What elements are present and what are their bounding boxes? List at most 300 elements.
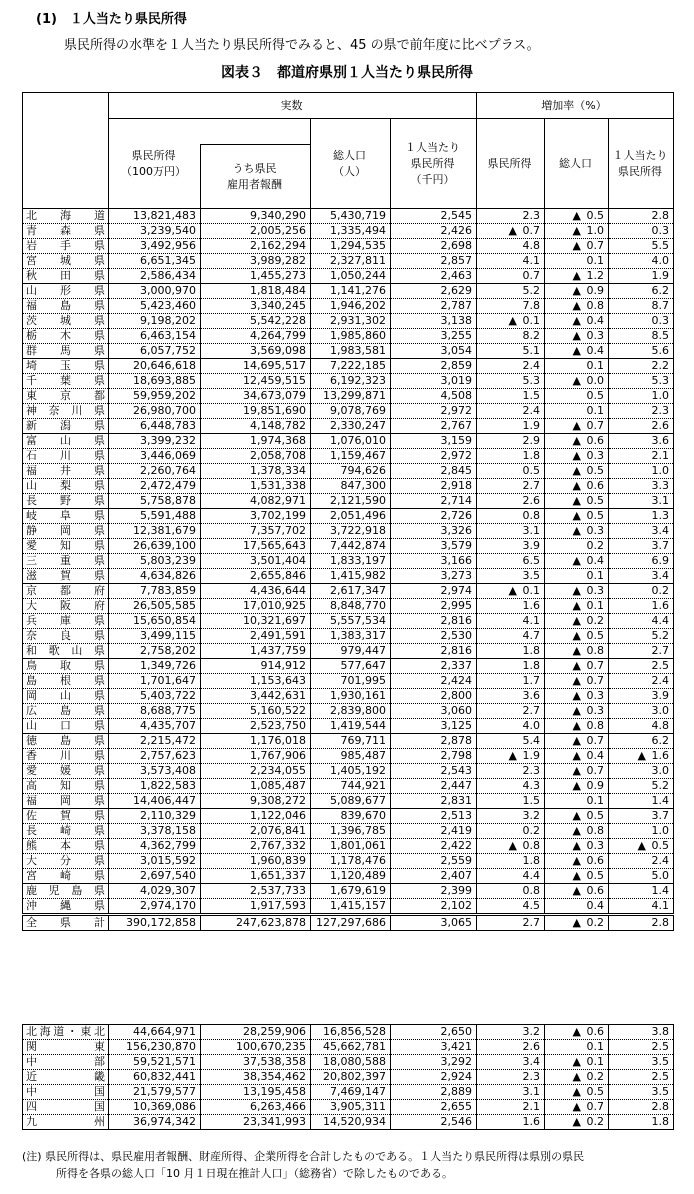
cell-employee-comp: 6,263,466 xyxy=(201,1100,311,1115)
cell-growth-population: ▲ 0.8 xyxy=(545,719,609,734)
cell-per-capita: 3,060 xyxy=(391,704,477,719)
cell-growth-per-capita: 3.3 xyxy=(609,479,674,494)
cell-growth-population: 0.1 xyxy=(545,359,609,374)
cell-employee-comp: 2,655,846 xyxy=(201,569,311,584)
cell-growth-population: ▲ 0.3 xyxy=(545,329,609,344)
cell-growth-income: 0.7 xyxy=(477,269,545,284)
cell-population: 701,995 xyxy=(311,674,391,689)
cell-employee-comp: 2,162,294 xyxy=(201,239,311,254)
row-name: 沖縄県 xyxy=(23,899,109,915)
cell-employee-comp: 1,455,273 xyxy=(201,269,311,284)
cell-income: 390,172,858 xyxy=(109,915,201,931)
cell-growth-per-capita: 1.6 xyxy=(609,599,674,614)
negative-sign-icon: ▲ xyxy=(572,224,581,237)
cell-population: 7,469,147 xyxy=(311,1085,391,1100)
row-name: 近畿 xyxy=(23,1070,109,1085)
cell-growth-income: 4.5 xyxy=(477,899,545,915)
row-name: 大阪府 xyxy=(23,599,109,614)
row-name: 山梨県 xyxy=(23,479,109,494)
cell-growth-per-capita: 1.8 xyxy=(609,1115,674,1130)
cell-growth-per-capita: 4.1 xyxy=(609,899,674,915)
cell-population: 13,299,871 xyxy=(311,389,391,404)
negative-sign-icon: ▲ xyxy=(572,299,581,312)
cell-growth-population: ▲ 0.5 xyxy=(545,464,609,479)
cell-per-capita: 2,974 xyxy=(391,584,477,599)
row-name: 北海道・東北 xyxy=(23,1025,109,1040)
cell-per-capita: 3,255 xyxy=(391,329,477,344)
cell-per-capita: 2,726 xyxy=(391,509,477,524)
cell-population: 1,294,535 xyxy=(311,239,391,254)
cell-employee-comp: 3,442,631 xyxy=(201,689,311,704)
cell-growth-per-capita: 2.3 xyxy=(609,404,674,419)
cell-growth-population: 0.4 xyxy=(545,899,609,915)
cell-employee-comp: 1,176,018 xyxy=(201,734,311,749)
cell-growth-per-capita: 2.5 xyxy=(609,1040,674,1055)
negative-sign-icon: ▲ xyxy=(572,1115,581,1128)
cell-growth-income: 3.5 xyxy=(477,569,545,584)
cell-per-capita: 3,292 xyxy=(391,1055,477,1070)
cell-growth-per-capita: 3.0 xyxy=(609,764,674,779)
cell-growth-population: ▲ 0.5 xyxy=(545,809,609,824)
cell-population: 1,120,489 xyxy=(311,869,391,884)
cell-population: 6,192,323 xyxy=(311,374,391,389)
row-name: 中国 xyxy=(23,1085,109,1100)
table-row xyxy=(23,224,674,239)
cell-income: 36,974,342 xyxy=(109,1115,201,1130)
table-row xyxy=(23,404,674,419)
table-row xyxy=(23,1100,674,1115)
cell-growth-income: ▲ 0.1 xyxy=(477,584,545,599)
cell-per-capita: 2,424 xyxy=(391,674,477,689)
cell-income: 2,110,329 xyxy=(109,809,201,824)
cell-growth-income: 2.7 xyxy=(477,479,545,494)
cell-per-capita: 3,019 xyxy=(391,374,477,389)
cell-income: 156,230,870 xyxy=(109,1040,201,1055)
cell-population: 14,520,934 xyxy=(311,1115,391,1130)
cell-per-capita: 2,859 xyxy=(391,359,477,374)
cell-population: 577,647 xyxy=(311,659,391,674)
header-prefectural-income: 県民所得 （100万円） xyxy=(109,119,201,209)
row-name: 新潟県 xyxy=(23,419,109,434)
cell-growth-population: ▲ 0.6 xyxy=(545,884,609,899)
cell-employee-comp: 17,565,643 xyxy=(201,539,311,554)
row-name: 兵庫県 xyxy=(23,614,109,629)
table-row xyxy=(23,569,674,584)
cell-growth-income: 3.2 xyxy=(477,1025,545,1040)
cell-population: 7,222,185 xyxy=(311,359,391,374)
cell-growth-per-capita: 4.8 xyxy=(609,719,674,734)
cell-growth-income: 4.4 xyxy=(477,869,545,884)
table-row xyxy=(23,659,674,674)
cell-per-capita: 4,508 xyxy=(391,389,477,404)
cell-income: 5,403,722 xyxy=(109,689,201,704)
cell-employee-comp: 1,960,839 xyxy=(201,854,311,869)
cell-income: 3,499,115 xyxy=(109,629,201,644)
cell-per-capita: 3,273 xyxy=(391,569,477,584)
cell-income: 3,399,232 xyxy=(109,434,201,449)
negative-sign-icon: ▲ xyxy=(572,464,581,477)
cell-employee-comp: 10,321,697 xyxy=(201,614,311,629)
cell-population: 2,931,302 xyxy=(311,314,391,329)
cell-growth-income: 7.8 xyxy=(477,299,545,314)
row-name: 山口県 xyxy=(23,719,109,734)
negative-sign-icon: ▲ xyxy=(572,749,581,762)
cell-per-capita: 2,419 xyxy=(391,824,477,839)
cell-employee-comp: 1,153,643 xyxy=(201,674,311,689)
cell-growth-per-capita: 1.3 xyxy=(609,509,674,524)
negative-sign-icon: ▲ xyxy=(572,779,581,792)
cell-growth-per-capita: 5.2 xyxy=(609,629,674,644)
cell-population: 1,419,544 xyxy=(311,719,391,734)
negative-sign-icon: ▲ xyxy=(572,1025,581,1038)
cell-income: 3,446,069 xyxy=(109,449,201,464)
cell-employee-comp: 3,989,282 xyxy=(201,254,311,269)
cell-growth-per-capita: 8.5 xyxy=(609,329,674,344)
row-name: 徳島県 xyxy=(23,734,109,749)
cell-growth-per-capita: 0.2 xyxy=(609,584,674,599)
cell-employee-comp: 5,542,228 xyxy=(201,314,311,329)
table-row xyxy=(23,419,674,434)
header-population: 総人口 （人） xyxy=(311,119,391,209)
cell-population: 1,415,157 xyxy=(311,899,391,915)
cell-growth-population: ▲ 0.7 xyxy=(545,764,609,779)
cell-per-capita: 2,447 xyxy=(391,779,477,794)
cell-per-capita: 2,787 xyxy=(391,299,477,314)
row-name: 京都府 xyxy=(23,584,109,599)
cell-population: 9,078,769 xyxy=(311,404,391,419)
cell-growth-per-capita: 2.8 xyxy=(609,1100,674,1115)
cell-per-capita: 2,545 xyxy=(391,209,477,224)
cell-income: 2,758,202 xyxy=(109,644,201,659)
negative-sign-icon: ▲ xyxy=(572,854,581,867)
negative-sign-icon: ▲ xyxy=(572,674,581,687)
row-name: 熊本県 xyxy=(23,839,109,854)
cell-growth-income: 2.7 xyxy=(477,704,545,719)
cell-growth-population: ▲ 0.0 xyxy=(545,374,609,389)
cell-growth-population: ▲ 0.3 xyxy=(545,584,609,599)
cell-growth-per-capita: 3.5 xyxy=(609,1085,674,1100)
cell-growth-population: ▲ 0.6 xyxy=(545,479,609,494)
cell-per-capita: 2,513 xyxy=(391,809,477,824)
cell-employee-comp: 1,085,487 xyxy=(201,779,311,794)
cell-growth-population: ▲ 0.7 xyxy=(545,659,609,674)
cell-growth-income: 3.6 xyxy=(477,689,545,704)
cell-growth-population: ▲ 0.9 xyxy=(545,284,609,299)
cell-employee-comp: 4,264,799 xyxy=(201,329,311,344)
cell-population: 839,670 xyxy=(311,809,391,824)
cell-employee-comp: 1,818,484 xyxy=(201,284,311,299)
cell-income: 2,757,623 xyxy=(109,749,201,764)
cell-growth-income: 1.8 xyxy=(477,854,545,869)
header-growth-population: 総人口 xyxy=(545,119,609,209)
cell-population: 3,905,311 xyxy=(311,1100,391,1115)
cell-employee-comp: 1,531,338 xyxy=(201,479,311,494)
cell-growth-population: ▲ 0.4 xyxy=(545,314,609,329)
cell-growth-income: 0.2 xyxy=(477,824,545,839)
cell-income: 1,349,726 xyxy=(109,659,201,674)
negative-sign-icon: ▲ xyxy=(572,734,581,747)
cell-growth-population: ▲ 0.6 xyxy=(545,854,609,869)
cell-growth-income: 5.1 xyxy=(477,344,545,359)
cell-growth-per-capita: 3.7 xyxy=(609,539,674,554)
table-row xyxy=(23,629,674,644)
cell-population: 794,626 xyxy=(311,464,391,479)
cell-employee-comp: 19,851,690 xyxy=(201,404,311,419)
negative-sign-icon: ▲ xyxy=(572,809,581,822)
cell-income: 3,000,970 xyxy=(109,284,201,299)
cell-growth-population: ▲ 0.4 xyxy=(545,344,609,359)
negative-sign-icon: ▲ xyxy=(572,434,581,447)
cell-employee-comp: 4,082,971 xyxy=(201,494,311,509)
cell-income: 20,646,618 xyxy=(109,359,201,374)
cell-growth-per-capita: 3.4 xyxy=(609,524,674,539)
row-name: 高知県 xyxy=(23,779,109,794)
cell-growth-income: 4.8 xyxy=(477,239,545,254)
cell-employee-comp: 17,010,925 xyxy=(201,599,311,614)
cell-employee-comp: 1,122,046 xyxy=(201,809,311,824)
table-row xyxy=(23,614,674,629)
cell-growth-population: ▲ 0.8 xyxy=(545,299,609,314)
cell-population: 5,089,677 xyxy=(311,794,391,809)
cell-per-capita: 3,054 xyxy=(391,344,477,359)
cell-growth-population: 0.1 xyxy=(545,1040,609,1055)
negative-sign-icon: ▲ xyxy=(508,584,517,597)
cell-per-capita: 2,463 xyxy=(391,269,477,284)
negative-sign-icon: ▲ xyxy=(572,869,581,882)
cell-population: 2,839,800 xyxy=(311,704,391,719)
cell-growth-income: 1.8 xyxy=(477,659,545,674)
cell-per-capita: 2,543 xyxy=(391,764,477,779)
cell-employee-comp: 4,148,782 xyxy=(201,419,311,434)
table-row xyxy=(23,704,674,719)
table-row xyxy=(23,314,674,329)
table-row xyxy=(23,554,674,569)
row-name: 長野県 xyxy=(23,494,109,509)
cell-income: 8,688,775 xyxy=(109,704,201,719)
negative-sign-icon: ▲ xyxy=(572,239,581,252)
cell-population: 2,617,347 xyxy=(311,584,391,599)
cell-employee-comp: 12,459,515 xyxy=(201,374,311,389)
cell-income: 14,406,447 xyxy=(109,794,201,809)
cell-income: 59,521,571 xyxy=(109,1055,201,1070)
cell-income: 6,463,154 xyxy=(109,329,201,344)
cell-growth-population: 0.5 xyxy=(545,389,609,404)
negative-sign-icon: ▲ xyxy=(572,329,581,342)
cell-growth-per-capita: 4.0 xyxy=(609,254,674,269)
table-row xyxy=(23,599,674,614)
cell-employee-comp: 34,673,079 xyxy=(201,389,311,404)
cell-population: 1,178,476 xyxy=(311,854,391,869)
cell-income: 6,057,752 xyxy=(109,344,201,359)
cell-growth-population: ▲ 0.5 xyxy=(545,629,609,644)
table-row xyxy=(23,749,674,764)
cell-per-capita: 2,629 xyxy=(391,284,477,299)
cell-growth-income: 4.3 xyxy=(477,779,545,794)
cell-growth-population: ▲ 0.6 xyxy=(545,1025,609,1040)
row-name: 愛媛県 xyxy=(23,764,109,779)
cell-population: 1,801,061 xyxy=(311,839,391,854)
row-name: 富山県 xyxy=(23,434,109,449)
cell-growth-population: ▲ 0.3 xyxy=(545,704,609,719)
cell-population: 127,297,686 xyxy=(311,915,391,931)
cell-growth-income: 2.6 xyxy=(477,494,545,509)
cell-income: 60,832,441 xyxy=(109,1070,201,1085)
cell-growth-per-capita: 3.7 xyxy=(609,809,674,824)
cell-growth-per-capita: 5.5 xyxy=(609,239,674,254)
cell-employee-comp: 4,436,644 xyxy=(201,584,311,599)
cell-population: 7,442,874 xyxy=(311,539,391,554)
cell-growth-per-capita: 2.5 xyxy=(609,659,674,674)
row-name: 鳥取県 xyxy=(23,659,109,674)
cell-growth-income: 2.3 xyxy=(477,764,545,779)
cell-population: 2,330,247 xyxy=(311,419,391,434)
table-row xyxy=(23,479,674,494)
cell-per-capita: 2,559 xyxy=(391,854,477,869)
header-actual: 実数 xyxy=(109,93,477,119)
cell-per-capita: 2,698 xyxy=(391,239,477,254)
cell-growth-per-capita: 2.8 xyxy=(609,209,674,224)
cell-population: 20,802,397 xyxy=(311,1070,391,1085)
cell-growth-per-capita: 6.2 xyxy=(609,734,674,749)
negative-sign-icon: ▲ xyxy=(572,614,581,627)
cell-per-capita: 3,326 xyxy=(391,524,477,539)
cell-growth-per-capita: 3.5 xyxy=(609,1055,674,1070)
cell-growth-per-capita: ▲ 0.5 xyxy=(609,839,674,854)
cell-employee-comp: 14,695,517 xyxy=(201,359,311,374)
cell-growth-per-capita: 2.6 xyxy=(609,419,674,434)
cell-employee-comp: 9,308,272 xyxy=(201,794,311,809)
table-row xyxy=(23,374,674,389)
cell-growth-income: 5.3 xyxy=(477,374,545,389)
header-growth-per-capita: １人当たり 県民所得 xyxy=(609,119,674,209)
cell-income: 2,215,472 xyxy=(109,734,201,749)
cell-per-capita: 2,399 xyxy=(391,884,477,899)
row-name: 岐阜県 xyxy=(23,509,109,524)
table-row xyxy=(23,689,674,704)
cell-population: 8,848,770 xyxy=(311,599,391,614)
header-employee-compensation: うち県民 雇用者報酬 xyxy=(201,145,311,209)
cell-employee-comp: 3,340,245 xyxy=(201,299,311,314)
cell-population: 2,051,496 xyxy=(311,509,391,524)
cell-growth-population: ▲ 0.8 xyxy=(545,644,609,659)
cell-employee-comp: 914,912 xyxy=(201,659,311,674)
cell-population: 1,415,982 xyxy=(311,569,391,584)
cell-growth-per-capita: 5.3 xyxy=(609,374,674,389)
cell-income: 3,015,592 xyxy=(109,854,201,869)
cell-income: 5,803,239 xyxy=(109,554,201,569)
row-name: 香川県 xyxy=(23,749,109,764)
cell-population: 1,076,010 xyxy=(311,434,391,449)
cell-population: 5,557,534 xyxy=(311,614,391,629)
cell-per-capita: 2,650 xyxy=(391,1025,477,1040)
row-name: 静岡県 xyxy=(23,524,109,539)
cell-per-capita: 2,972 xyxy=(391,404,477,419)
cell-income: 2,697,540 xyxy=(109,869,201,884)
cell-population: 1,930,161 xyxy=(311,689,391,704)
cell-growth-population: ▲ 0.2 xyxy=(545,1115,609,1130)
negative-sign-icon: ▲ xyxy=(572,1055,581,1068)
cell-employee-comp: 2,005,256 xyxy=(201,224,311,239)
table-row xyxy=(23,884,674,899)
table-row xyxy=(23,329,674,344)
cell-employee-comp: 1,378,334 xyxy=(201,464,311,479)
cell-income: 9,198,202 xyxy=(109,314,201,329)
row-name: 東京都 xyxy=(23,389,109,404)
cell-population: 1,679,619 xyxy=(311,884,391,899)
cell-growth-per-capita: 2.4 xyxy=(609,854,674,869)
table-row xyxy=(23,299,674,314)
negative-sign-icon: ▲ xyxy=(572,449,581,462)
cell-employee-comp: 37,538,358 xyxy=(201,1055,311,1070)
cell-per-capita: 2,857 xyxy=(391,254,477,269)
cell-growth-per-capita: 2.5 xyxy=(609,1070,674,1085)
cell-income: 10,369,086 xyxy=(109,1100,201,1115)
negative-sign-icon: ▲ xyxy=(572,269,581,282)
cell-per-capita: 2,972 xyxy=(391,449,477,464)
cell-growth-population: 0.1 xyxy=(545,404,609,419)
row-name: 佐賀県 xyxy=(23,809,109,824)
row-name: 全県計 xyxy=(23,915,109,931)
cell-population: 1,946,202 xyxy=(311,299,391,314)
row-name: 奈良県 xyxy=(23,629,109,644)
cell-population: 1,159,467 xyxy=(311,449,391,464)
table-row xyxy=(23,1070,674,1085)
row-name: 秋田県 xyxy=(23,269,109,284)
cell-growth-per-capita: 1.4 xyxy=(609,794,674,809)
cell-population: 1,405,192 xyxy=(311,764,391,779)
cell-income: 3,239,540 xyxy=(109,224,201,239)
cell-population: 3,722,918 xyxy=(311,524,391,539)
cell-growth-income: 3.9 xyxy=(477,539,545,554)
table-row xyxy=(23,734,674,749)
cell-population: 744,921 xyxy=(311,779,391,794)
cell-growth-population: ▲ 0.1 xyxy=(545,599,609,614)
table-row xyxy=(23,1085,674,1100)
cell-per-capita: 2,798 xyxy=(391,749,477,764)
cell-per-capita: 2,816 xyxy=(391,614,477,629)
table-row xyxy=(23,779,674,794)
cell-growth-population: ▲ 0.5 xyxy=(545,494,609,509)
row-name: 石川県 xyxy=(23,449,109,464)
cell-population: 1,141,276 xyxy=(311,284,391,299)
cell-per-capita: 2,422 xyxy=(391,839,477,854)
cell-income: 4,362,799 xyxy=(109,839,201,854)
cell-income: 5,423,460 xyxy=(109,299,201,314)
cell-income: 6,651,345 xyxy=(109,254,201,269)
cell-growth-population: ▲ 0.7 xyxy=(545,734,609,749)
cell-population: 847,300 xyxy=(311,479,391,494)
cell-per-capita: 3,579 xyxy=(391,539,477,554)
cell-employee-comp: 3,501,404 xyxy=(201,554,311,569)
cell-income: 4,435,707 xyxy=(109,719,201,734)
cell-population: 18,080,588 xyxy=(311,1055,391,1070)
negative-sign-icon: ▲ xyxy=(508,224,517,237)
cell-income: 59,959,202 xyxy=(109,389,201,404)
cell-growth-income: 1.9 xyxy=(477,419,545,434)
cell-population: 2,327,811 xyxy=(311,254,391,269)
cell-growth-income: ▲ 0.8 xyxy=(477,839,545,854)
cell-income: 4,634,826 xyxy=(109,569,201,584)
cell-growth-population: ▲ 0.7 xyxy=(545,419,609,434)
cell-per-capita: 2,767 xyxy=(391,419,477,434)
row-name: 宮崎県 xyxy=(23,869,109,884)
cell-growth-per-capita: 0.3 xyxy=(609,224,674,239)
negative-sign-icon: ▲ xyxy=(572,884,581,897)
table-row xyxy=(23,359,674,374)
negative-sign-icon: ▲ xyxy=(572,719,581,732)
cell-growth-population: ▲ 0.5 xyxy=(545,509,609,524)
cell-growth-population: ▲ 0.3 xyxy=(545,839,609,854)
